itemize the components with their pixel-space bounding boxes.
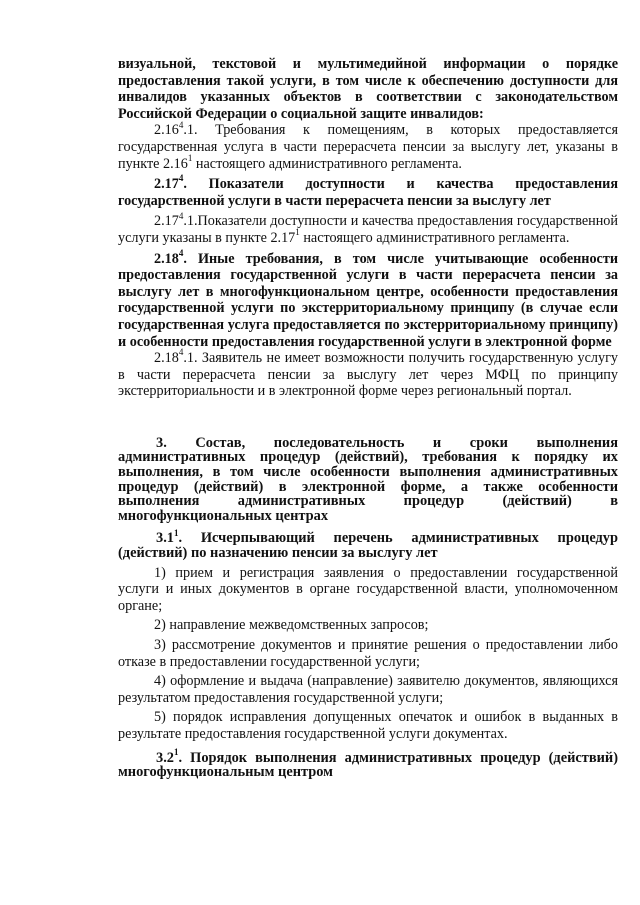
paragraph-text: Заявитель не имеет возможности получить государственную услугу в части перерасчета пенсии за выслугу лет через МФЦ по принципу экстерриториальности и в электронной форме через региональный портал. xyxy=(118,350,618,400)
clause-superscript: 4 xyxy=(178,119,184,130)
clause-number-suffix: .1. xyxy=(183,350,198,367)
procedure-list xyxy=(118,565,618,743)
clause-number-suffix: . xyxy=(183,250,187,267)
clause-number-suffix: . xyxy=(183,176,187,193)
clause-number: 3.1 xyxy=(156,530,174,547)
intro-text: визуальной, текстовой и мультимедийной информации о порядке предоставления такой услуги, в том числе к обеспечению доступности для инвалидов указанных объектов в соответствии с законодательством Российской Федерации о социальной защите инвалидов: xyxy=(118,56,618,122)
clause-superscript: 4 xyxy=(178,347,184,358)
clause-number-suffix: . xyxy=(178,749,183,766)
reference-superscript: 1 xyxy=(187,152,193,163)
clause-superscript: 4 xyxy=(178,173,184,184)
clause-number: 2.16 xyxy=(154,122,179,139)
clause-superscript: 4 xyxy=(178,210,184,221)
heading-text: Показатели доступности и качества предоставления государственной услуги в части перерасчета пенсии за выслугу лет xyxy=(118,176,618,209)
document-page xyxy=(118,56,618,780)
intro-paragraph xyxy=(118,56,618,122)
list-item: 3) рассмотрение документов и принятие решения о предоставлении либо отказе в предоставлении государственной услуги; xyxy=(118,637,618,670)
section-heading-text: 3. Состав, последовательность и сроки выполнения административных процедур (действий), требования к порядку их выполнения, в том числе особенности выполнения административных процедур (действий) в электронной форме, а также особенности выполнения административных процедур (действий) в многофункциональных центрах xyxy=(118,434,618,524)
paragraph-2-17-4-1 xyxy=(118,210,618,246)
heading-text: Порядок выполнения административных процедур (действий) многофункциональным центром xyxy=(118,749,618,781)
paragraph-text-end: настоящего административного регламента. xyxy=(192,155,462,172)
clause-number: 3.2 xyxy=(156,749,174,766)
clause-number-suffix: .1. xyxy=(183,122,198,139)
list-item: 2) направление межведомственных запросов; xyxy=(154,617,429,634)
heading-3-1-1 xyxy=(118,527,618,562)
heading-2-18-4 xyxy=(118,247,618,351)
paragraph-text: Требования к помещениям, в которых предоставляется государственная услуга в части перерасчета пенсии за выслугу лет, указаны в пункте 2.16 xyxy=(118,122,618,172)
reference-superscript: 1 xyxy=(295,227,300,238)
heading-3-2-1 xyxy=(118,746,618,781)
section-3-heading xyxy=(118,436,618,524)
clause-number: 2.17 xyxy=(154,213,179,230)
paragraph-text: Показатели доступности и качества предоставления государственной услуги указаны в пункте 2.17 xyxy=(118,213,618,246)
clause-number: 2.18 xyxy=(154,250,179,267)
list-item: 4) оформление и выдача (направление) заявителю документов, являющихся результатом предоставления государственной услуги; xyxy=(118,673,618,706)
clause-superscript: 1 xyxy=(174,527,179,538)
paragraph-text-end: настоящего административного регламента. xyxy=(299,229,570,246)
clause-number: 2.17 xyxy=(154,176,179,193)
list-item: 1) прием и регистрация заявления о предоставлении государственной услуги и иных документов в органе государственной власти, уполномоченном органе; xyxy=(118,564,618,614)
heading-2-17-4 xyxy=(118,173,618,209)
clause-number-suffix: . xyxy=(178,530,183,547)
heading-text: Исчерпывающий перечень административных процедур (действий) по назначению пенсии за выслугу лет xyxy=(118,530,618,562)
clause-superscript: 1 xyxy=(174,746,179,757)
list-item: 5) порядок исправления допущенных опечаток и ошибок в выданных в результате предоставления государственной услуги документах. xyxy=(118,709,618,742)
heading-text: Иные требования, в том числе учитывающие особенности предоставления государственной услуги в части перерасчета пенсии за выслугу лет в многофункциональном центре, особенности предоставления государственной услуги по экстерриториальному принципу (в случае если государственная услуга предоставляется по экстерриториальному принципу) и особенности предоставления государственной услуги в электронной форме xyxy=(118,250,618,350)
clause-number-suffix: .1. xyxy=(183,213,198,230)
paragraph-2-16-4-1 xyxy=(118,119,618,172)
clause-superscript: 4 xyxy=(178,247,184,258)
paragraph-2-18-4-1 xyxy=(118,347,618,400)
clause-number: 2.18 xyxy=(154,350,179,367)
